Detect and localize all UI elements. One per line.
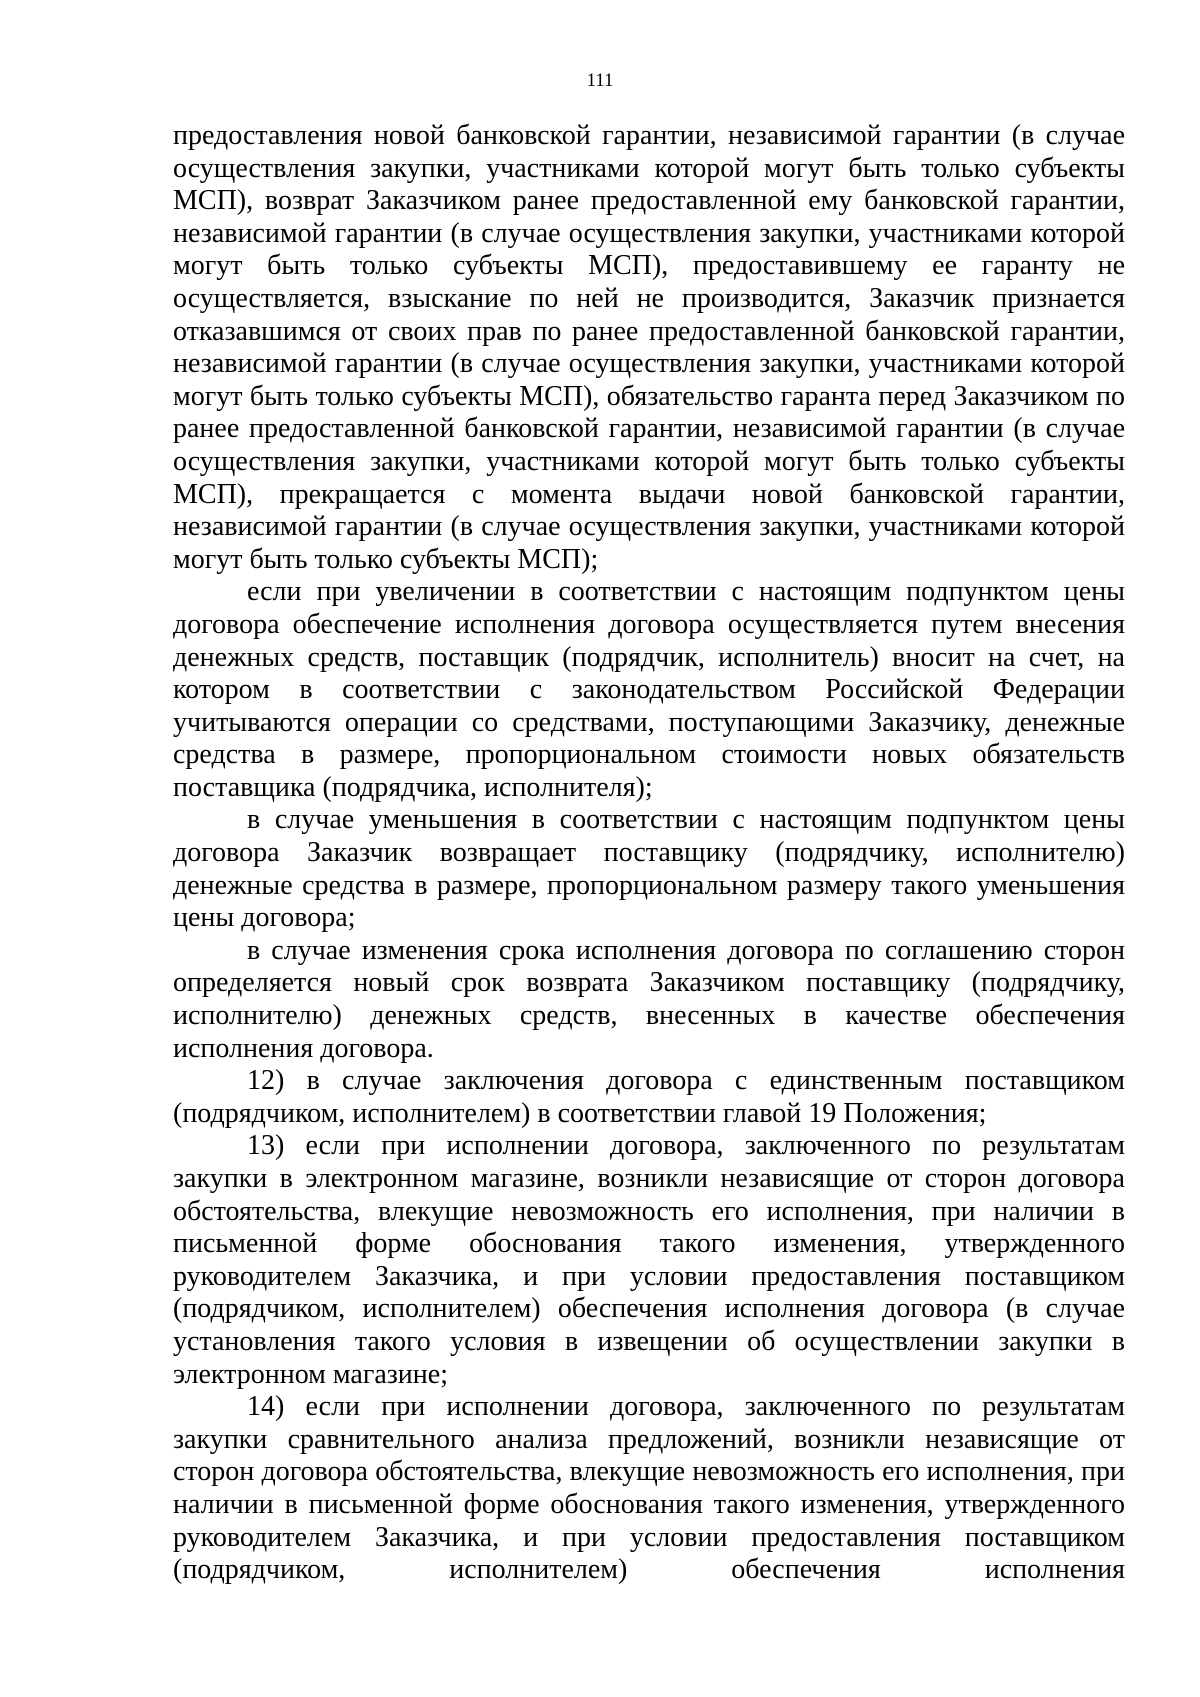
paragraph-term-change: в случае изменения срока исполнения договора по соглашению сторон определяется новый срок возврата Заказчиком поставщику (подрядчику, исполнителю) денежных средств, внесенных в качестве обеспечения исполнения договора. xyxy=(173,934,1125,1064)
paragraph-price-decrease-refund: в случае уменьшения в соответствии с настоящим подпунктом цены договора Заказчик возвращает поставщику (подрядчику, исполнителю) денежные средства в размере, пропорциональном размеру такого уменьшения цены договора; xyxy=(173,804,1125,934)
paragraph-bank-guarantee-continuation: предоставления новой банковской гарантии, независимой гарантии (в случае осуществления закупки, участниками которой могут быть только субъекты МСП), возврат Заказчиком ранее предоставленной ему банковской гарантии, независимой гарантии (в случае осуществления закупки, участниками которой могут быть только субъекты МСП), предоставившему ее гаранту не осуществляется, взыскание по ней не производится, Заказчик признается отказавшимся от своих прав по ранее предоставленной банковской гарантии, независимой гарантии (в случае осуществления закупки, участниками которой могут быть только субъекты МСП), обязательство гаранта перед Заказчиком по ранее предоставленной банковской гарантии, независимой гарантии (в случае осуществления закупки, участниками которой могут быть только субъекты МСП), прекращается с момента выдачи новой банковской гарантии, независимой гарантии (в случае осуществления закупки, участниками которой могут быть только субъекты МСП); xyxy=(173,120,1125,575)
document-body xyxy=(173,120,1125,1587)
page-number: 111 xyxy=(586,70,614,91)
paragraph-item-12: 12) в случае заключения договора с единственным поставщиком (подрядчиком, исполнителем) в соответствии главой 19 Положения; xyxy=(173,1065,1125,1129)
paragraph-item-13: 13) если при исполнении договора, заключенного по результатам закупки в электронном магазине, возникли независящие от сторон договора обстоятельства, влекущие невозможность его исполнения, при наличии в письменной форме обоснования такого изменения, утвержденного руководителем Заказчика, и при условии предоставления поставщиком (подрядчиком, исполнителем) обеспечения исполнения договора (в случае установления такого условия в извещении об осуществлении закупки в электронном магазине; xyxy=(173,1130,1125,1390)
paragraph-price-increase-security: если при увеличении в соответствии с настоящим подпунктом цены договора обеспечение исполнения договора осуществляется путем внесения денежных средств, поставщик (подрядчик, исполнитель) вносит на счет, на котором в соответствии с законодательством Российской Федерации учитываются операции со средствами, поступающими Заказчику, денежные средства в размере, пропорциональном стоимости новых обязательств поставщика (подрядчика, исполнителя); xyxy=(173,576,1125,803)
paragraph-item-14: 14) если при исполнении договора, заключенного по результатам закупки сравнительного анализа предложений, возникли независящие от сторон договора обстоятельства, влекущие невозможность его исполнения, при наличии в письменной форме обоснования такого изменения, утвержденного руководителем Заказчика, и при условии предоставления поставщиком (подрядчиком, исполнителем) обеспечения исполнения xyxy=(173,1391,1125,1586)
